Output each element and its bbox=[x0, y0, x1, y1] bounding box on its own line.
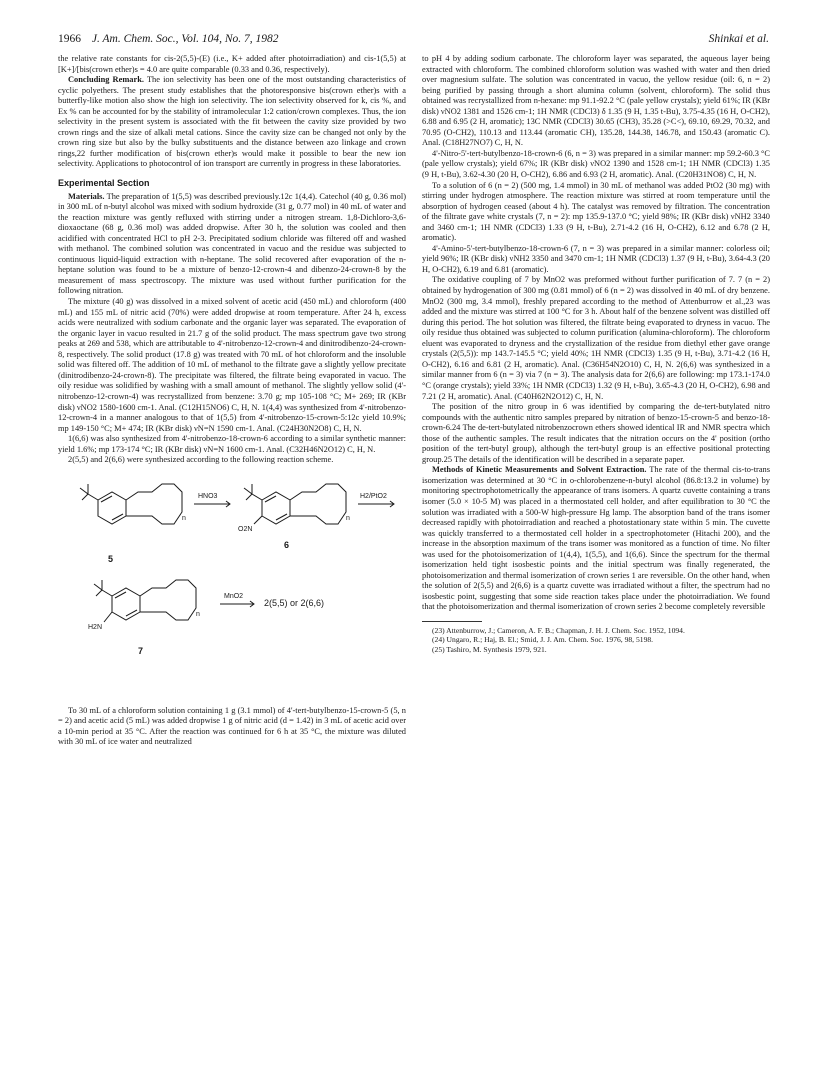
run-in-heading: Materials. bbox=[68, 191, 105, 201]
compound-6-structure bbox=[244, 484, 346, 524]
paragraph: To a solution of 6 (n = 2) (500 mg, 1.4 mmol) in 30 mL of methanol was added PtO2 (30 mg) with stirring under hydrogen atmosphere. The reaction mixture was stirred at room temperature until the absorption of hydrogen ceased (about 4 h). The catalyst was removed by filtration. The concentration of the filtrate gave white crystals (7, n = 2): mp 135.9-137.0 °C; yield 98%; IR (KBr disk) νNH2 3340 and 3460 cm-1; 1H NMR (CDCl3) 1.33 (9 H, t-Bu), 2.71-4.2 (16 H, O-CH2), 6.12 and 6.78 (2 H, aromatic). bbox=[422, 180, 770, 243]
paragraph: the relative rate constants for cis-2(5,5)-(E) (i.e., K+ added after photoirradiation) and cis-1(5,5) at [K+]/[bis(crown ether)s = 4.0 are quite comparable (0.33 and 0.36, respectively). bbox=[58, 54, 406, 74]
reagent-label: H2/PtO2 bbox=[360, 492, 387, 500]
ring-size-subscript: n bbox=[196, 610, 200, 618]
footnote-divider bbox=[422, 621, 482, 622]
compound-5-structure bbox=[80, 484, 182, 524]
compound-label: 6 bbox=[284, 539, 290, 550]
left-column bbox=[58, 54, 406, 748]
compound-label: 5 bbox=[108, 553, 114, 564]
compound-7-structure bbox=[94, 580, 196, 622]
journal-citation: J. Am. Chem. Soc., Vol. 104, No. 7, 1982 bbox=[91, 33, 279, 45]
materials-paragraph bbox=[58, 192, 406, 297]
concluding-paragraph bbox=[58, 75, 406, 170]
footnote: (24) Ungaro, R.; Haj, B. El.; Smid, J. J. Am. Chem. Soc. 1976, 98, 5198. bbox=[432, 635, 654, 645]
ring-size-subscript: n bbox=[182, 514, 186, 522]
running-header-authors: Shinkai et al. bbox=[708, 33, 769, 45]
ring-size-subscript: n bbox=[346, 514, 350, 522]
nitro-group-label: O2N bbox=[238, 525, 253, 533]
right-column bbox=[422, 54, 770, 654]
paragraph-text: The ion selectivity has been one of the most outstanding characteristics of cyclic polyethers. The present study establishes that the photoresponsive bis(crown ether)s with a butterfly-like motion also show the high ion selectivity. The ion selectivity observed for k, cis %, and Ex % can be accounted for by the stability of intramolecular 1:2 cation/crown complexes. Thus, the ion selectivity in the present system is associated with the fit between the cavity size provided by two crown rings and the size of alkali metal cations. Since the cavity size can be changed not only by the crown ring size but also by the bulky substituents and the distance between azo linkage and crown rings,22 further modification of bis(crown ether)s would make it possible to bear the new ion selectivity. Applications to photocontrol of ion transport are currently in progress in these laboratories. bbox=[58, 75, 406, 169]
footnote: (25) Tashiro, M. Synthesis 1979, 921. bbox=[432, 644, 547, 654]
run-in-heading: Methods of Kinetic Measurements and Solvent Extraction. bbox=[432, 465, 647, 475]
page-number: 1966 bbox=[58, 33, 81, 45]
paragraph-text: The preparation of 1(5,5) was described previously.12c 1(4,4). Catechol (40 g, 0.36 mol) in 300 mL of n-butyl alcohol was mixed with sodium hydroxide (31 g, 0.77 mol) in 40 mL of water and the reaction mixture was gently refluxed with stirring under a nitrogen stream. 1,8-Dichloro-3,6-dioxaoctane (68 g, 0.36 mol) was added dropwise. After 30 h, the solution was cooled and then acidified with concentrated HCl to pH 2-3. Precipitated sodium chloride was filtered off and washed with methanol. The combined solution was concentrated in vacuo and the residue was subjected to continuous liquid-liquid extraction with n-heptane. The solid recovered after evaporation of the n-heptane solution was found to be a mixture of benzo-12-crown-4 and dibenzo-24-crown-8 by the measurement of mass spectroscopy. The mixture was used without further purification for the following nitration. bbox=[58, 191, 406, 296]
reaction-scheme bbox=[58, 470, 406, 700]
footnote: (23) Attenburrow, J.; Cameron, A. F. B.; Chapman, J. H. J. Chem. Soc. 1952, 1094. bbox=[432, 625, 685, 635]
paragraph: to pH 4 by adding sodium carbonate. The chloroform layer was separated, the aqueous layer being extracted with chloroform. The combined chloroform solution was washed with water and then dried over magnesium sulfate. The solution was concentrated in vacuo, the yellow residue (oil: 6, n = 2) being purified by passing through a short alumina column (solvent, chloroform). The solid thus obtained was recrystallized from n-hexane: mp 91.1-92.2 °C (pale yellow crystals); yield 61%; IR (KBr disk) νNO2 1381 and 1526 cm-1; 1H NMR (CDCl3) δ 1.35 (9 H, 1.35 t-Bu), 3.75-4.35 (16 H, O-CH2), 6.88 and 6.95 (2 H, aromatic); 13C NMR (CDCl3) 30.65 (CH3), 35.28 (>C<), 69.10, 69.29, 70.32, and 70.95 (O-CH2), 110.13 and 113.44 (aromatic CH), 135.28, 144.38, 146.78, and 150.43 (aromatic C). Anal. (C18H27NO7) C, H, N. bbox=[422, 54, 770, 148]
reagent-label: HNO3 bbox=[198, 492, 218, 500]
paragraph: The mixture (40 g) was dissolved in a mixed solvent of acetic acid (450 mL) and chloroform (400 mL) and 155 mL of nitric acid (70%) were added dropwise at room temperature. After 24 h, excess acids were neutralized with sodium carbonate and the organic layer was separated. The evaporation of the organic layer in vacuo resulted in 21.7 g of the solid product. The mass spectrum gave two strong peaks at 269 and 538, which are attributable to 4'-nitrobenzo-12-crown-4 and dinitrodibenzo-24-crown-8, respectively. The solid product (17.8 g) was treated with 70 mL of hot chloroform and the insoluble solid was filtered off. The addition of 10 mL of methanol to the filtrate gave a slightly yellow precitate (dinitrodibenzo-24-crown-8). The precipitate was filtered, the filtrate being evaporated in vacuo. The oily residue was solidified by washing with a small amount of methanol. The slightly yellow solid (4'-nitrobenzo-12-crown-4) was recrystallized from benzene: 3.70 g; mp 105-108 °C; M+ 269; IR (KBr disk) νNO2 1580-1600 cm-1. Anal. (C12H15NO6) C, H, N. 1(4,4) was synthesized from 4'-nitrobenzo-12-crown-4 in a manner analogous to that of 1(5,5) from 4'-nitrobenzo-15-crown-5:12c yield 10.9%; mp 149-150 °C; M+ 474; IR (KBr disk) νN=N 1590 cm-1. Anal. (C24H30N2O8) C, H, N. bbox=[58, 297, 406, 433]
section-heading: Experimental Section bbox=[58, 178, 150, 189]
compound-label: 7 bbox=[138, 645, 144, 656]
paragraph: The position of the nitro group in 6 was identified by comparing the de-tert-butylated nitro compounds with the authentic nitro samples prepared by nitration of benzo-15-crown-5 and benzo-18-crown-6.24 The de-tert-butylated nitrobenzocrown ethers showed identical IR and NMR spectra which those of the authentic samples. The result indicates that the nitration occurs on the 4' position (ortho position of the tert-butyl group), although the tert-butyl group is an effective positional protecting group.25 The details of the identification will be described in a separate paper. bbox=[422, 402, 770, 464]
paragraph: 2(5,5) and 2(6,6) were synthesized according to the following reaction scheme. bbox=[68, 455, 334, 465]
paragraph: 4'-Amino-5'-tert-butylbenzo-18-crown-6 (7, n = 3) was prepared in a similar manner: colorless oil; yield 96%; IR (KBr disk) νNH2 3350 and 3470 cm-1; 1H NMR (CDCl3) 1.37 (9 H, t-Bu), 3.64-4.3 (20 H, O-CH2), 6.19 and 6.81 (aromatic). bbox=[422, 243, 770, 274]
product-label: 2(5,5) or 2(6,6) bbox=[264, 597, 325, 608]
running-header-left bbox=[58, 33, 279, 45]
paragraph: To 30 mL of a chloroform solution containing 1 g (3.1 mmol) of 4'-tert-butylbenzo-15-crown-5 (5, n = 2) and acetic acid (5 mL) was added dropwise 1 g of nitric acid (d = 1.42) in 3 mL of acetic acid over a 10-min period at 35 °C. After the reaction was continued for 6 h at 35 °C, the mixture was diluted with 30 mL of ice water and neutralized bbox=[58, 705, 406, 747]
paragraph: 4'-Nitro-5'-tert-butylbenzo-18-crown-6 (6, n = 3) was prepared in a similar manner: mp 59.2-60.3 °C (pale yellow crystals); yield 67%; IR (KBr disk) νNO2 1390 and 1528 cm-1; 1H NMR (CDCl3) 1.35 (9 H, t-Bu), 3.62-4.30 (20 H, O-CH2), 6.86 and 6.93 (2 H, aromatic). Anal. (C20H31NO8) C, H, N. bbox=[422, 148, 770, 180]
paragraph: The oxidative coupling of 7 by MnO2 was preformed without further purification of 7. 7 (n = 2) obtained by hydrogenation of 300 mg (0.81 mmol) of 6 (n = 2) was dissolved in 40 mL of dry benzene. MnO2 (300 mg, 3.4 mmol), freshly prepared according to the method of Attenburrow et al.,23 was added and the mixture was stirred at 100 °C for 3 h. About half of the benzene solvent was distilled off during this period. The hot solution was filtered, the filtrate being evaporated to dryness in vacuo. The oily residue thus obtained was subjected to column purification (alumina-chloroform). The chloroform eluent was evaporated to dryness and the crystallization of the residue from diethyl ether gave orange crystals (2(5,5)): mp 143.7-145.5 °C; yield 40%; 1H NMR (CDCl3) 1.35 (9 H, t-Bu), 3.71-4.2 (16 H, O-CH2), 6.16 and 6.81 (2 H, aromatic). Anal. (C36H54N2O10) C, H, N. 2(6,6) was synthesized in a similar manner from 6 (n = 3) via 7 (n = 3). The analysis data for 2(6,6) are following: mp 173.1-174.0 °C (orange crystals); yield 33%; 1H NMR (CDCl3) 1.32 (9 H, t-Bu), 3.65-4.3 (20 H, O-CH2), 6.98 and 7.21 (2 H, aromatic). Anal. (C40H62N2O12) C, H, N. bbox=[422, 275, 770, 401]
reaction-scheme-drawing bbox=[58, 470, 406, 700]
reagent-label: MnO2 bbox=[224, 592, 244, 600]
paragraph-text: The rate of the thermal cis-to-trans isomerization was determined at 30 °C in o-chlorobenzene-n-butyl alcohol (86.8:13.2 in volume) by monitoring spectrophotometrically the appearance of trans isomers. A quartz cuvette containing a trans isomer (5.0 × 10-5 M) was placed in a thermostated cell holder, and after equilibration to 30 °C the solution was irradiated with a 500-W high-pressure Hg lamp. The absorption band of the trans isomer decreased rapidly with photoirradiation and reached a photostationary state within 5 min. The cuvette was quickly transferred to a thermostated cell holder in a spectrophotometer (Hitachi 200), and the increase in the absorption maximum of the trans isomer was monitored as a function of time. No filter was used for the photoisomerization of 1(4,4), 1(5,5), and 1(6,6). Since the spectrum for the thermal isomerization held tight isosbestic points and the initial spectrum was finally regenerated, the photoisomerization and thermal isomerization of crown series 1 are reversible. On the other hand, when the solution of 2(5,5) and 2(6,6) is a quartz cuvette was irradiated without a filter, the spectrum had no isosbestic point, suggesting that some side reaction takes place under the photoirradiation. We found that the photoisomerization and thermal isomerization of crown series 2 become completely reversible bbox=[422, 465, 770, 612]
amino-group-label: H2N bbox=[88, 623, 103, 631]
run-in-heading: Concluding Remark. bbox=[68, 75, 144, 85]
paragraph: 1(6,6) was also synthesized from 4'-nitrobenzo-18-crown-6 according to a similar synthetic manner: yield 1.6%; mp 173-174 °C; IR (KBr disk) νN=N 1600 cm-1. Anal. (C32H46N2O12) C, H, N. bbox=[58, 434, 406, 454]
methods-paragraph bbox=[422, 465, 770, 613]
